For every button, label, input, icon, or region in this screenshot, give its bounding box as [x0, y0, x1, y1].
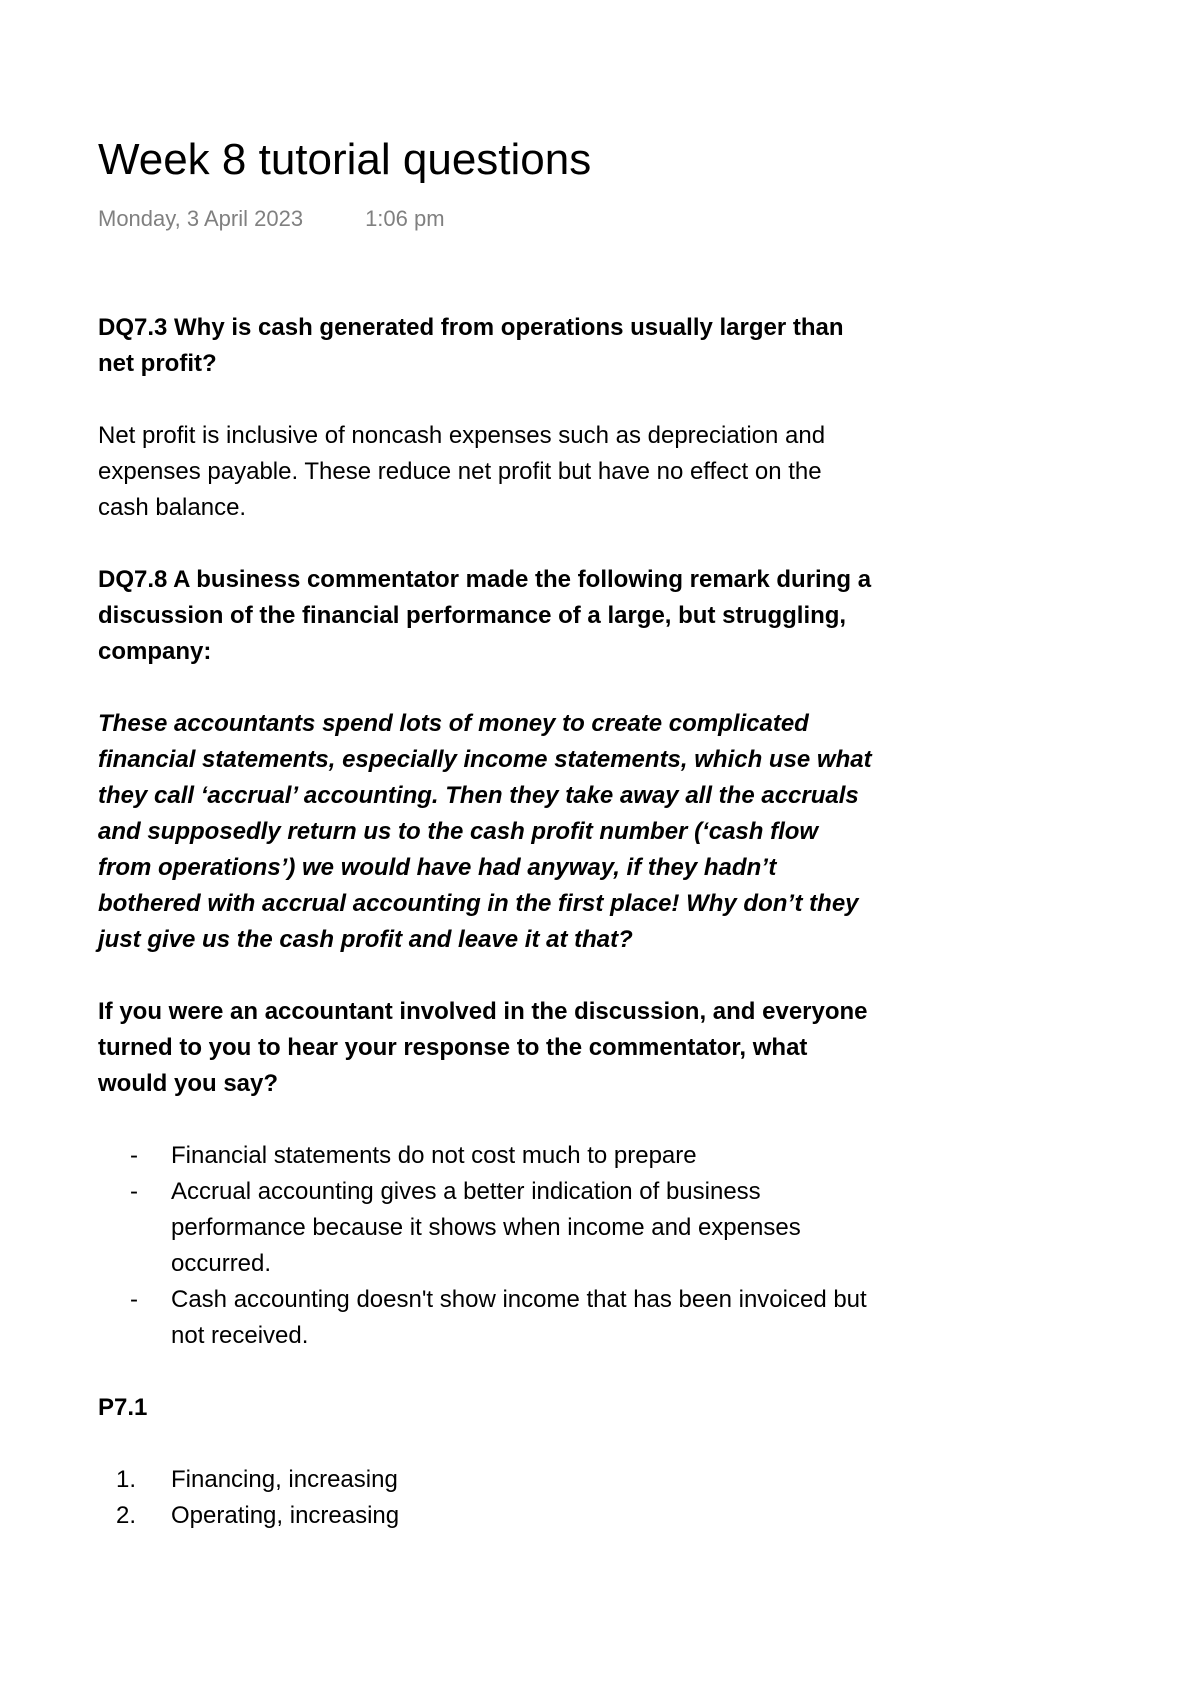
heading-p7-1: P7.1 — [98, 1394, 148, 1421]
list-item — [98, 1138, 878, 1174]
list-item-text: Financial statements do not cost much to prepare — [171, 1142, 697, 1169]
commentator-quote: These accountants spend lots of money to create complicated financial statements, especially income statements, which use what they call ‘accrual’ accounting. Then they take away all the accruals and supposedly return us to the cash profit number (‘cash flow from operations’) we would have had anyway, if they hadn’t bothered with accrual accounting in the first place! Why don’t they just give us the cash profit and leave it at that? — [98, 710, 872, 953]
list-item — [98, 1462, 878, 1498]
list-item-text: Accrual accounting gives a better indication of business performance because it shows when income and expenses occurred. — [171, 1178, 801, 1277]
list-item — [98, 1174, 878, 1282]
page-date: Monday, 3 April 2023 — [98, 206, 304, 231]
page-title: Week 8 tutorial questions — [98, 135, 592, 184]
answer-list-p7-1 — [98, 1462, 878, 1534]
question-dq7-8: DQ7.8 A business commentator made the following remark during a discussion of the financial performance of a large, but struggling, company: — [98, 566, 872, 665]
list-item — [98, 1282, 878, 1354]
bullet-dash: - — [130, 1142, 138, 1169]
bullet-dash: - — [130, 1178, 138, 1205]
note-content — [98, 310, 878, 1534]
list-item-text: Financing, increasing — [171, 1466, 398, 1493]
answer-list-dq7-8 — [98, 1138, 878, 1354]
list-item-text: Operating, increasing — [171, 1502, 400, 1529]
list-number: 1. — [116, 1466, 137, 1493]
list-item — [98, 1498, 878, 1534]
page-time: 1:06 pm — [365, 206, 445, 231]
list-item-text: Cash accounting doesn't show income that has been invoiced but not received. — [171, 1286, 867, 1349]
page-timestamp — [98, 205, 445, 233]
question-dq7-3: DQ7.3 Why is cash generated from operations usually larger than net profit? — [98, 314, 844, 377]
question-dq7-8-prompt: If you were an accountant involved in the discussion, and everyone turned to you to hear your response to the commentator, what would you say? — [98, 998, 868, 1097]
answer-dq7-3: Net profit is inclusive of noncash expenses such as depreciation and expenses payable. These reduce net profit but have no effect on the cash balance. — [98, 422, 826, 521]
list-number: 2. — [116, 1502, 137, 1529]
bullet-dash: - — [130, 1286, 138, 1313]
